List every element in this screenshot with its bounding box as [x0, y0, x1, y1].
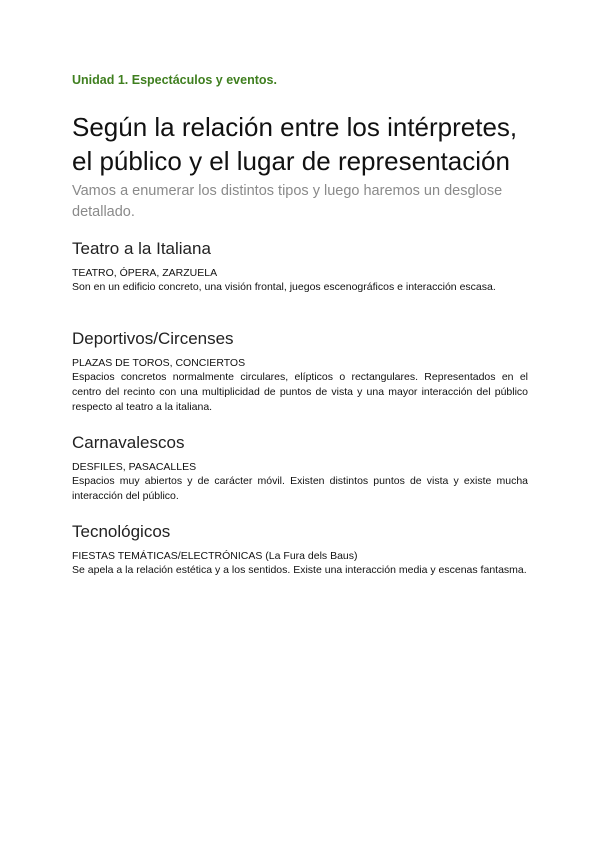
section-description: Espacios concretos normalmente circulares, elípticos o rectangulares. Representados en el centro del recinto con una multiplicidad de puntos de vista y una mayor interacción del público respecto al teatro a la italiana. — [72, 371, 528, 413]
section-teatro-italiana — [72, 238, 528, 295]
section-heading: Deportivos/Circenses — [72, 329, 234, 348]
section-carnavalescos — [72, 432, 528, 504]
section-tecnologicos — [72, 521, 528, 578]
section-description: Espacios muy abiertos y de carácter móvil. Existen distintos puntos de vista y existe mucha interacción del público. — [72, 475, 528, 502]
page-title: Según la relación entre los intérpretes, el público y el lugar de representación — [72, 112, 518, 176]
section-deportivos-circenses — [72, 328, 528, 414]
section-description: Son en un edificio concreto, una visión frontal, juegos escenográficos e interacción escasa. — [72, 281, 496, 293]
section-heading: Teatro a la Italiana — [72, 239, 211, 258]
section-heading: Tecnológicos — [72, 522, 171, 541]
page-subtitle: Vamos a enumerar los distintos tipos y luego haremos un desglose detallado. — [72, 183, 503, 220]
section-kinds: PLAZAS DE TOROS, CONCIERTOS — [72, 357, 246, 369]
unit-label: Unidad 1. Espectáculos y eventos. — [72, 73, 277, 87]
section-description: Se apela a la relación estética y a los sentidos. Existe una interacción media y escenas fantasma. — [72, 564, 527, 576]
section-kinds: FIESTAS TEMÁTICAS/ELECTRÓNICAS (La Fura dels Baus) — [72, 550, 358, 562]
section-heading: Carnavalescos — [72, 433, 185, 452]
section-kinds: DESFILES, PASACALLES — [72, 461, 197, 473]
section-kinds: TEATRO, ÓPERA, ZARZUELA — [72, 267, 218, 279]
